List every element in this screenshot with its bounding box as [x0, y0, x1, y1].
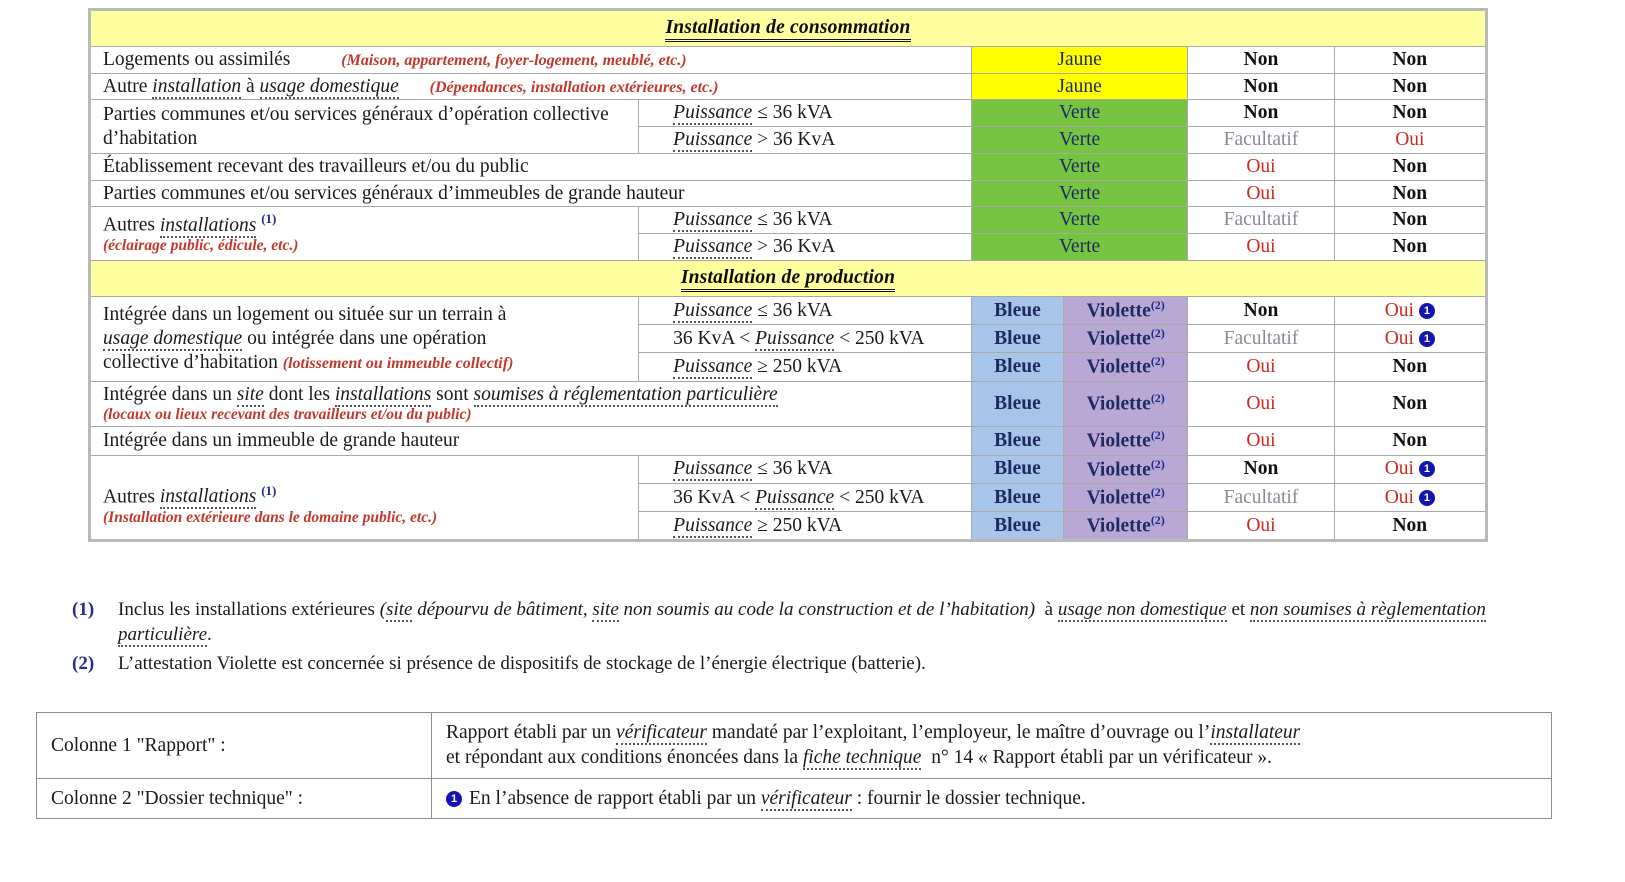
- legend-value-dossier: 1 En l’absence de rapport établi par un vérificateur : fournir le dossier technique.: [432, 778, 1552, 818]
- power-range: Puissance > 36 KvA: [639, 127, 972, 154]
- color-cell-jaune: Jaune: [971, 73, 1187, 100]
- power-range: Puissance ≥ 250 kVA: [639, 353, 972, 381]
- color-cell-violette: Violette$^{(2)}$: [1064, 381, 1188, 427]
- legend-label-dossier: Colonne 2 "Dossier technique" :: [37, 778, 432, 818]
- row-description: Établissement recevant des travailleurs et/ou du public: [90, 153, 972, 180]
- footnote-2: [72, 652, 1532, 677]
- legend-label-rapport: Colonne 1 "Rapport" :: [37, 713, 432, 779]
- color-cell-violette: Violette$^{(2)}$: [1064, 325, 1188, 353]
- footnote-ref: (1): [261, 211, 277, 227]
- color-cell-bleue: Bleue: [971, 483, 1063, 511]
- row-description: Intégrée dans un immeuble de grande hauteur: [90, 427, 972, 455]
- color-cell-verte: Verte: [971, 207, 1187, 234]
- color-cell-verte: Verte: [971, 180, 1187, 207]
- table-row: [90, 46, 1487, 73]
- color-cell-bleue: Bleue: [971, 455, 1063, 483]
- row-description: Intégrée dans un logement ou située sur un terrain à usage domestique ou intégrée dans une opération collective d’habitation (lotissement ou immeuble collectif): [90, 296, 639, 381]
- rapport-value: Oui: [1188, 180, 1334, 207]
- rapport-value: Facultatif: [1188, 127, 1334, 154]
- section-title-production: Installation de production: [90, 261, 1487, 297]
- rapport-value: Oui: [1188, 427, 1334, 455]
- table-row: [90, 207, 1487, 234]
- legend-body: [37, 713, 1552, 819]
- footnote-1-text: Inclus les installations extérieures (site dépourvu de bâtiment, site non soumis au code la construction et de l’habitation) à usage non domestique et non soumises à règlementation particulière.: [118, 599, 1486, 645]
- footnotes-block: [72, 598, 1532, 682]
- table-row: [90, 381, 1487, 427]
- row-description: Parties communes et/ou services généraux d’opération collective d’habitation: [90, 100, 639, 154]
- installation-matrix-table: [88, 8, 1488, 542]
- section-header-row-production: [90, 261, 1487, 297]
- row-description: Autres installations $^{(1)}$ (éclairage public, édicule, etc.): [90, 207, 639, 261]
- power-range: Puissance ≥ 250 kVA: [639, 512, 972, 541]
- dossier-value: Oui 1: [1334, 296, 1486, 324]
- rapport-value: Non: [1188, 455, 1334, 483]
- dossier-value: Non: [1334, 180, 1486, 207]
- dossier-value: Non: [1334, 353, 1486, 381]
- power-range: 36 KvA < Puissance < 250 kVA: [639, 483, 972, 511]
- dossier-badge-icon: 1: [1419, 461, 1435, 477]
- color-cell-bleue: Bleue: [971, 512, 1063, 541]
- dossier-value: Non: [1334, 381, 1486, 427]
- color-cell-bleue: Bleue: [971, 381, 1063, 427]
- table-row: [90, 180, 1487, 207]
- matrix-body: [90, 10, 1487, 541]
- dossier-value: Non: [1334, 73, 1486, 100]
- table-row: [90, 153, 1487, 180]
- rapport-value: Non: [1188, 296, 1334, 324]
- rapport-value: Non: [1188, 46, 1334, 73]
- legend-value-rapport: [432, 713, 1552, 779]
- rapport-value: Facultatif: [1188, 325, 1334, 353]
- rapport-value: Non: [1188, 73, 1334, 100]
- color-cell-bleue: Bleue: [971, 353, 1063, 381]
- table-row: [90, 455, 1487, 483]
- rapport-value: Facultatif: [1188, 483, 1334, 511]
- rapport-value: Non: [1188, 100, 1334, 127]
- color-cell-jaune: Jaune: [971, 46, 1187, 73]
- row-description-note: (Maison, appartement, foyer-logement, meublé, etc.): [341, 51, 687, 69]
- color-cell-violette: Violette$^{(2)}$: [1064, 296, 1188, 324]
- row-description-note: (Installation extérieure dans le domaine public, etc.): [103, 509, 438, 527]
- power-range: Puissance ≤ 36 kVA: [639, 455, 972, 483]
- dossier-value: Oui 1: [1334, 325, 1486, 353]
- row-description: Intégrée dans un site dont les installations sont soumises à réglementation particulière (locaux ou lieux recevant des travailleurs et/ou du public): [90, 381, 972, 427]
- color-cell-violette: Violette$^{(2)}$: [1064, 483, 1188, 511]
- color-cell-bleue: Bleue: [971, 325, 1063, 353]
- color-cell-violette: Violette$^{(2)}$: [1064, 455, 1188, 483]
- dossier-value: Oui 1: [1334, 483, 1486, 511]
- footnote-2-text: L’attestation Violette est concernée si présence de dispositifs de stockage de l’énergie électrique (batterie).: [118, 653, 926, 675]
- power-range: 36 KvA < Puissance < 250 kVA: [639, 325, 972, 353]
- row-description-note: (Dépendances, installation extérieures, etc.): [429, 78, 719, 96]
- rapport-value: Oui: [1188, 234, 1334, 261]
- footnote-2-number: (2): [72, 653, 95, 675]
- table-row: [90, 73, 1487, 100]
- dossier-value: Non: [1334, 100, 1486, 127]
- dossier-value: Non: [1334, 153, 1486, 180]
- dossier-value: Non: [1334, 46, 1486, 73]
- color-cell-violette: Violette$^{(2)}$: [1064, 512, 1188, 541]
- row-description-text: Logements ou assimilés: [103, 48, 291, 70]
- row-description: [90, 46, 972, 73]
- dossier-value: Oui 1: [1334, 455, 1486, 483]
- color-cell-violette: Violette$^{(2)}$: [1064, 427, 1188, 455]
- color-cell-violette: Violette$^{(2)}$: [1064, 353, 1188, 381]
- color-cell-verte: Verte: [971, 153, 1187, 180]
- legend-row-dossier: [37, 778, 1552, 818]
- legend-rapport-line2: et répondant aux conditions énoncées dans la fiche technique n° 14 « Rapport établi par un vérificateur ».: [446, 747, 1272, 769]
- row-description-note: (éclairage public, édicule, etc.): [103, 237, 299, 255]
- row-description-note: (lotissement ou immeuble collectif): [282, 354, 514, 372]
- footnote-1: [72, 598, 1532, 647]
- rapport-value: Oui: [1188, 153, 1334, 180]
- dossier-value: Non: [1334, 207, 1486, 234]
- color-cell-verte: Verte: [971, 100, 1187, 127]
- rapport-value: Oui: [1188, 512, 1334, 541]
- rapport-value: Oui: [1188, 353, 1334, 381]
- dossier-value: Non: [1334, 427, 1486, 455]
- dossier-value: Oui: [1334, 127, 1486, 154]
- dossier-badge-icon: 1: [1419, 331, 1435, 347]
- legend-rapport-line1: Rapport établi par un vérificateur mandaté par l’exploitant, l’employeur, le maître d’ouvrage ou l’installateur: [446, 722, 1301, 743]
- dossier-value: Non: [1334, 234, 1486, 261]
- row-description: Autres installations $^{(1)}$ (Installation extérieure dans le domaine public, etc.): [90, 455, 639, 541]
- dossier-badge-icon: 1: [446, 791, 462, 807]
- row-description-note: (locaux ou lieux recevant des travailleurs et/ou du public): [103, 406, 472, 424]
- footnote-1-number: (1): [72, 599, 95, 620]
- footnote-ref: (1): [261, 482, 277, 498]
- table-row: [90, 100, 1487, 127]
- power-range: Puissance ≤ 36 kVA: [639, 296, 972, 324]
- power-range: Puissance > 36 KvA: [639, 234, 972, 261]
- table-row: [90, 296, 1487, 324]
- legend-table: [36, 712, 1552, 819]
- power-range: Puissance ≤ 36 kVA: [639, 100, 972, 127]
- dossier-badge-icon: 1: [1419, 303, 1435, 319]
- row-description: Autre installation à usage domestique (Dépendances, installation extérieures, etc.): [90, 73, 972, 100]
- dossier-value: Non: [1334, 512, 1486, 541]
- color-cell-bleue: Bleue: [971, 427, 1063, 455]
- section-header-row-consumption: [90, 10, 1487, 47]
- row-description: Parties communes et/ou services généraux d’immeubles de grande hauteur: [90, 180, 972, 207]
- color-cell-bleue: Bleue: [971, 296, 1063, 324]
- rapport-value: Oui: [1188, 381, 1334, 427]
- dossier-badge-icon: 1: [1419, 490, 1435, 506]
- table-row: [90, 427, 1487, 455]
- power-range: Puissance ≤ 36 kVA: [639, 207, 972, 234]
- color-cell-verte: Verte: [971, 234, 1187, 261]
- color-cell-verte: Verte: [971, 127, 1187, 154]
- legend-row-rapport: [37, 713, 1552, 779]
- rapport-value: Facultatif: [1188, 207, 1334, 234]
- section-title-consumption: Installation de consommation: [90, 10, 1487, 47]
